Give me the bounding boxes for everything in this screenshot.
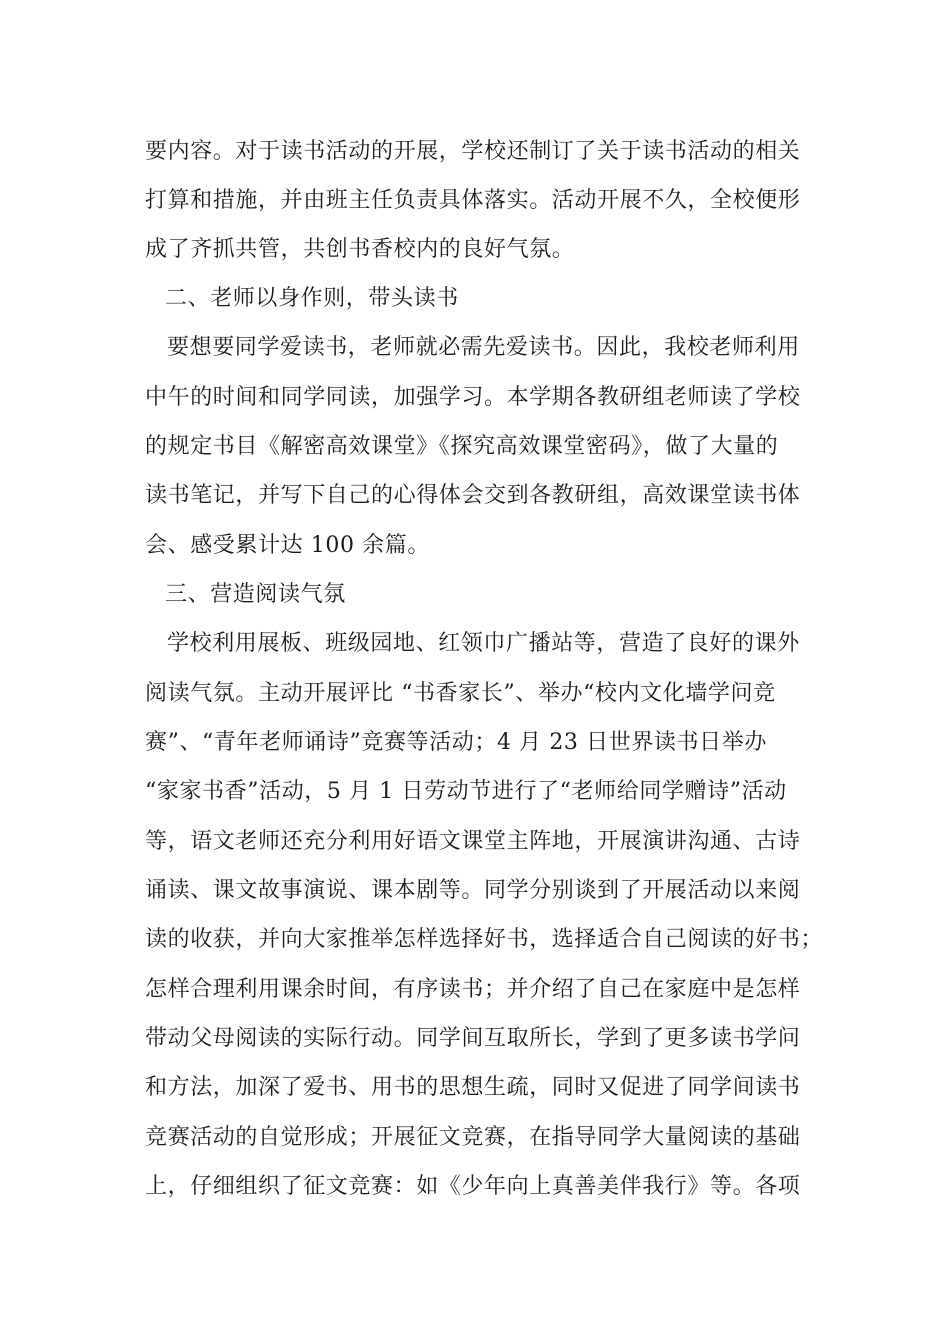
paragraph-line: 的规定书目《解密高效课堂》《探究高效课堂密码》，做了大量的 [145, 434, 779, 459]
paragraph-line: 怎样合理利用课余时间，有序读书；并介绍了自己在家庭中是怎样 [145, 977, 801, 1002]
paragraph-line: 要内容。对于读书活动的开展，学校还制订了关于读书活动的相关 [145, 139, 801, 164]
paragraph-line: 赛”、“青年老师诵诗”竞赛等活动；4 月 23 日世界读书日举办 [145, 730, 767, 755]
section-heading: 二、老师以身作则，带头读书 [165, 286, 459, 311]
paragraph-line: 阅读气氛。主动开展评比 “书香家长”、举办“校内文化墙学问竞 [145, 681, 776, 706]
paragraph-line: “家家书香”活动，5 月 1 日劳动节进行了“老师给同学赠诗”活动 [145, 779, 787, 804]
section-heading: 三、营造阅读气氛 [165, 582, 346, 607]
paragraph-line: 诵读、课文故事演说、课本剧等。同学分别谈到了开展活动以来阅 [145, 878, 801, 903]
paragraph-line: 竞赛活动的自觉形成；开展征文竞赛，在指导同学大量阅读的基础 [145, 1125, 801, 1150]
paragraph-line: 打算和措施，并由班主任负责具体落实。活动开展不久，全校便形 [145, 188, 801, 213]
paragraph-line: 上，仔细组织了征文竞赛：如《少年向上真善美伴我行》等。各项 [145, 1174, 801, 1199]
paragraph-line: 要想要同学爱读书，老师就必需先爱读书。因此，我校老师利用 [167, 335, 800, 360]
paragraph-line: 学校利用展板、班级园地、红领巾广播站等，营造了良好的课外 [167, 631, 800, 656]
paragraph-line: 会、感受累计达 100 余篇。 [145, 533, 430, 558]
paragraph-line: 成了齐抓共管，共创书香校内的良好气氛。 [145, 237, 575, 262]
paragraph-line: 带动父母阅读的实际行动。同学间互取所长，学到了更多读书学问 [145, 1026, 801, 1051]
paragraph-line: 和方法，加深了爱书、用书的思想生疏，同时又促进了同学间读书 [145, 1075, 801, 1100]
paragraph-line: 读书笔记，并写下自己的心得体会交到各教研组，高效课堂读书体 [145, 483, 801, 508]
paragraph-line: 中午的时间和同学同读，加强学习。本学期各教研组老师读了学校 [145, 385, 801, 410]
paragraph-line: 读的收获，并向大家推举怎样选择好书，选择适合自己阅读的好书； [145, 927, 824, 952]
paragraph-line: 等，语文老师还充分利用好语文课堂主阵地，开展演讲沟通、古诗 [145, 829, 801, 854]
